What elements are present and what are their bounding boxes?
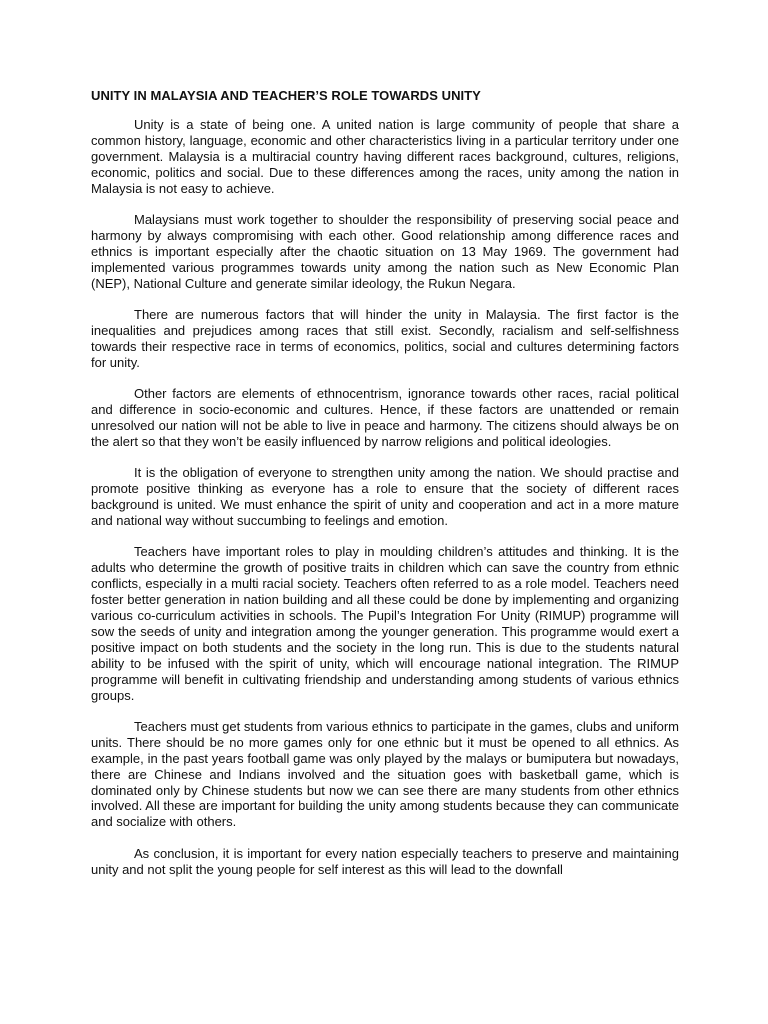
paragraph-other-factors: Other factors are elements of ethnocentrism, ignorance towards other races, racial political and difference in socio-economic and cultures. Hence, if these factors are unattended or remain unresolved our nation will not be able to live in peace and harmony. The citizens should always be on the alert so that they won’t be easily influenced by narrow religions and political ideologies. [91, 386, 679, 449]
document-body [91, 88, 679, 893]
paragraph-obligation: It is the obligation of everyone to strengthen unity among the nation. We should practise and promote positive thinking as everyone has a role to ensure that the society of different races background is united. We must enhance the spirit of unity and cooperation and act in a more mature and national way without succumbing to feelings and emotion. [91, 465, 679, 528]
paragraph-games-and-clubs: Teachers must get students from various ethnics to participate in the games, clubs and uniform units. There should be no more games only for one ethnic but it must be opened to all ethnics. As example, in the past years football game was only played by the malays or bumiputera but nowadays, there are Chinese and Indians involved and the situation goes with basketball game, which is dominated only by Chinese students but now we can see there are many students from other ethnics involved. All these are important for building the unity among students because they can communicate and socialize with others. [91, 718, 679, 830]
paragraph-hindering-factors: There are numerous factors that will hinder the unity in Malaysia. The first factor is the inequalities and prejudices among races that still exist. Secondly, racialism and self-selfishness towards their respective race in terms of economics, politics, social and cultures determining factors for unity. [91, 306, 679, 370]
paragraph-teachers-roles: Teachers have important roles to play in moulding children’s attitudes and thinking. It is the adults who determine the growth of positive traits in children which can save the country from ethnic conflicts, especially in a multi racial society. Teachers often referred to as a role model. Teachers need foster better generation in nation building and all these could be done by implementing and organizing various co-curriculum activities in schools. The Pupil’s Integration For Unity (RIMUP) programme will sow the seeds of unity and integration among the younger generation. This programme would exert a positive impact on both students and the society in the long run. This is due to the students natural ability to be infused with the spirit of unity, which will encourage national integration. The RIMUP programme will benefit in cultivating friendship and understanding among students of various ethnics groups. [91, 544, 679, 703]
paragraph-conclusion: As conclusion, it is important for every nation especially teachers to preserve and maintaining unity and not split the young people for self interest as this will lead to the downfall [91, 845, 679, 877]
document-title: UNITY IN MALAYSIA AND TEACHER’S ROLE TOWARDS UNITY [91, 88, 481, 103]
paragraph-definition-of-unity: Unity is a state of being one. A united nation is large community of people that share a common history, language, economic and other characteristics living in a particular territory under one government. Malaysia is a multiracial country having different races background, cultures, religions, economic, politics and social. Due to these differences among the races, unity among the nation in Malaysia is not easy to achieve. [91, 116, 679, 196]
paragraph-working-together: Malaysians must work together to shoulder the responsibility of preserving social peace and harmony by always compromising with each other. Good relationship among difference races and ethnics is important especially after the chaotic situation on 13 May 1969. The government had implemented various programmes towards unity among the nation such as New Economic Plan (NEP), National Culture and generate similar ideology, the Rukun Negara. [91, 211, 679, 291]
